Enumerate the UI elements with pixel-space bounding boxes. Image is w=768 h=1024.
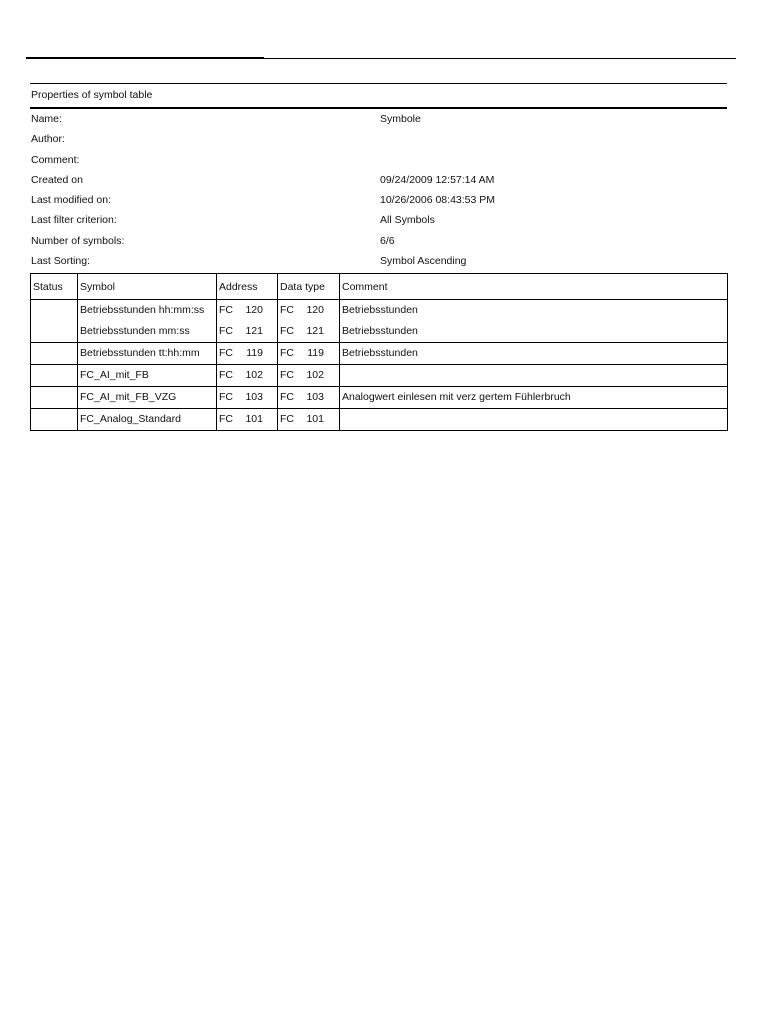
symbol-text: Betriebsstunden mm:ss [80,325,190,337]
property-comment [31,154,721,174]
column-header-comment: Comment [340,274,728,300]
property-name [31,113,721,133]
property-created-on [31,174,721,194]
cell-line [33,365,75,386]
table-row [31,409,728,431]
property-label: Name: [31,113,62,125]
cell-line [80,409,214,430]
cell-status [31,409,78,431]
block-type: FC [280,369,294,381]
column-header-symbol: Symbol [78,274,217,300]
comment-text: Betriebsstunden [342,304,418,316]
cell-line [219,365,275,386]
block-number: 102 [245,369,263,381]
property-value: 6/6 [380,235,395,247]
property-value: 09/24/2009 12:57:14 AM [380,174,495,186]
cell-line [219,409,275,430]
cell-data-type [278,343,340,365]
cell-line [280,343,337,364]
column-header-address: Address [217,274,278,300]
property-last-modified [31,194,721,214]
column-header-status: Status [31,274,78,300]
block-type: FC [219,391,233,403]
cell-symbol [78,343,217,365]
cell-line [33,409,75,430]
cell-line [342,387,725,408]
cell-line [342,365,725,386]
block-number: 121 [306,325,324,337]
symbol-text: FC_AI_mit_FB_VZG [80,391,177,403]
block-number: 120 [306,304,324,316]
property-author [31,133,721,153]
cell-comment [340,409,728,431]
block-type: FC [280,413,294,425]
column-header-data-type: Data type [278,274,340,300]
block-number: 103 [306,391,324,403]
cell-line [80,321,214,342]
cell-line [280,387,337,408]
block-number: 120 [245,304,263,316]
cell-line [219,343,275,364]
cell-status [31,300,78,343]
cell-line [80,300,214,321]
cell-line [33,321,75,342]
header-rule-thin [264,58,736,59]
cell-line [280,365,337,386]
property-last-sorting [31,255,721,275]
cell-address [217,387,278,409]
block-type: FC [219,325,233,337]
cell-address [217,409,278,431]
cell-line [80,343,214,364]
block-number: 119 [246,347,263,359]
cell-line [342,300,725,321]
cell-line [280,409,337,430]
block-number: 101 [306,413,324,425]
property-value: Symbole [380,113,421,125]
cell-address [217,343,278,365]
cell-line [219,321,275,342]
table-row [31,343,728,365]
property-label: Created on [31,174,83,186]
cell-line [80,387,214,408]
cell-comment [340,343,728,365]
cell-line [219,300,275,321]
property-label: Last modified on: [31,194,111,206]
header-rule-thick [26,57,264,59]
block-type: FC [280,391,294,403]
cell-address [217,300,278,343]
block-type: FC [219,347,233,359]
block-type: FC [219,304,233,316]
cell-comment [340,387,728,409]
cell-status [31,387,78,409]
cell-comment [340,300,728,343]
cell-line [280,321,337,342]
block-type: FC [280,304,294,316]
block-type: FC [219,369,233,381]
property-label: Number of symbols: [31,235,125,247]
cell-address [217,365,278,387]
cell-data-type [278,365,340,387]
block-number: 119 [307,347,324,359]
property-label: Comment: [31,154,80,166]
cell-comment [340,365,728,387]
block-number: 101 [245,413,263,425]
cell-line [33,300,75,321]
symbol-text: Betriebsstunden hh:mm:ss [80,304,205,316]
cell-status [31,343,78,365]
symbol-text: Betriebsstunden tt:hh:mm [80,347,200,359]
section-divider-bottom [30,107,727,109]
cell-line [80,365,214,386]
cell-line [33,343,75,364]
property-label: Last Sorting: [31,255,90,267]
property-label: Last filter criterion: [31,214,117,226]
block-type: FC [219,413,233,425]
comment-text: Betriebsstunden [342,347,418,359]
property-last-filter [31,214,721,234]
property-value: 10/26/2006 08:43:53 PM [380,194,496,206]
symbol-text: FC_Analog_Standard [80,413,181,425]
property-value: All Symbols [380,214,435,226]
cell-line [342,321,725,342]
cell-symbol [78,365,217,387]
table-row [31,300,728,343]
section-divider-top [30,83,727,84]
block-number: 103 [245,391,263,403]
section-title: Properties of symbol table [31,89,153,101]
block-number: 102 [306,369,324,381]
block-number: 121 [245,325,263,337]
property-label: Author: [31,133,65,145]
comment-text: Betriebsstunden [342,325,418,337]
cell-data-type [278,387,340,409]
cell-symbol [78,409,217,431]
cell-symbol [78,387,217,409]
cell-line [219,387,275,408]
table-row [31,387,728,409]
table-header-row [31,274,728,300]
symbol-table [30,273,728,431]
block-type: FC [280,347,294,359]
block-type: FC [280,325,294,337]
comment-text: Analogwert einlesen mit verz gertem Fühlerbruch [342,391,571,403]
symbol-text: FC_AI_mit_FB [80,369,149,381]
cell-line [280,300,337,321]
cell-symbol [78,300,217,343]
property-number-of-symbols [31,235,721,255]
table-row [31,365,728,387]
property-value: Symbol Ascending [380,255,467,267]
cell-data-type [278,409,340,431]
cell-line [33,387,75,408]
cell-data-type [278,300,340,343]
cell-line [342,409,725,430]
cell-line [342,343,725,364]
cell-status [31,365,78,387]
